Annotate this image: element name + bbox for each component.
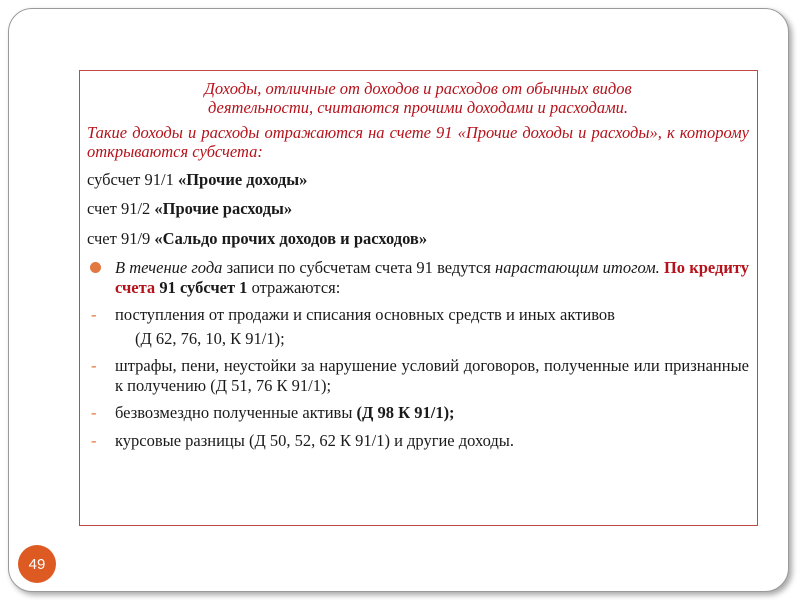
account-prefix: счет 91/2 (87, 199, 155, 219)
dash-icon: - (91, 430, 97, 450)
intro-line-2: деятельности, считаются прочими доходами и расходами. (207, 98, 628, 118)
dash-icon: - (91, 356, 97, 376)
item-tail: ; (280, 328, 285, 348)
list-item (87, 356, 749, 395)
dash-icon: - (91, 403, 97, 423)
item-tail: и другие доходы. (389, 430, 514, 450)
item-tail: ; (326, 375, 332, 395)
account-name: «Сальдо прочих доходов и расходов» (154, 228, 428, 248)
dash-icon: - (91, 305, 97, 325)
account-line-2 (87, 199, 749, 218)
account-line-3 (87, 229, 749, 248)
account-name: «Прочие расходы» (154, 199, 293, 219)
page-number-badge: 49 (18, 545, 56, 583)
item-ref: (Д 50, 52, 62 К 91/1) (248, 430, 390, 450)
item-text: поступления от продажи и списания основных средств и иных активов (115, 305, 615, 325)
bullet-part-4: По кредиту счета (115, 258, 749, 297)
bullet-dot-icon (90, 262, 101, 273)
bullet-part-5: 91 субсчет 1 (155, 277, 248, 297)
list-item (87, 305, 749, 348)
content-box (79, 70, 758, 526)
item-text: курсовые разницы (115, 430, 249, 450)
bullet-part-6: отражаются: (247, 277, 341, 297)
bullet-part-1: В течение года (115, 258, 223, 278)
intro-text (87, 79, 749, 118)
bullet-paragraph (87, 258, 749, 297)
account-paragraph: Такие доходы и расходы отражаются на счете 91 «Прочие доходы и расходы», к которому открываются субсчета: (87, 122, 749, 162)
account-line-1 (87, 170, 749, 189)
intro-line-1: Доходы, отличные от доходов и расходов от обычных видов (204, 79, 632, 98)
item-text: безвозмездно полученные активы (115, 403, 357, 423)
item-text: штрафы, пени, неустойки за нарушение условий договоров, полученные или признанные к получению (115, 356, 749, 395)
item-ref: (Д 98 К 91/1); (356, 403, 455, 423)
list-item (87, 403, 749, 422)
account-prefix: счет 91/9 (87, 228, 155, 248)
account-name: «Прочие доходы» (177, 169, 308, 189)
list-item (87, 431, 749, 450)
bullet-part-2: записи по субсчетам счета 91 ведутся (222, 258, 496, 278)
item-ref: (Д 62, 76, 10, К 91/1) (135, 328, 281, 348)
item-ref: (Д 51, 76 К 91/1) (210, 375, 327, 395)
bullet-part-3: нарастающим итогом. (495, 258, 660, 278)
account-prefix: субсчет 91/1 (87, 169, 178, 189)
